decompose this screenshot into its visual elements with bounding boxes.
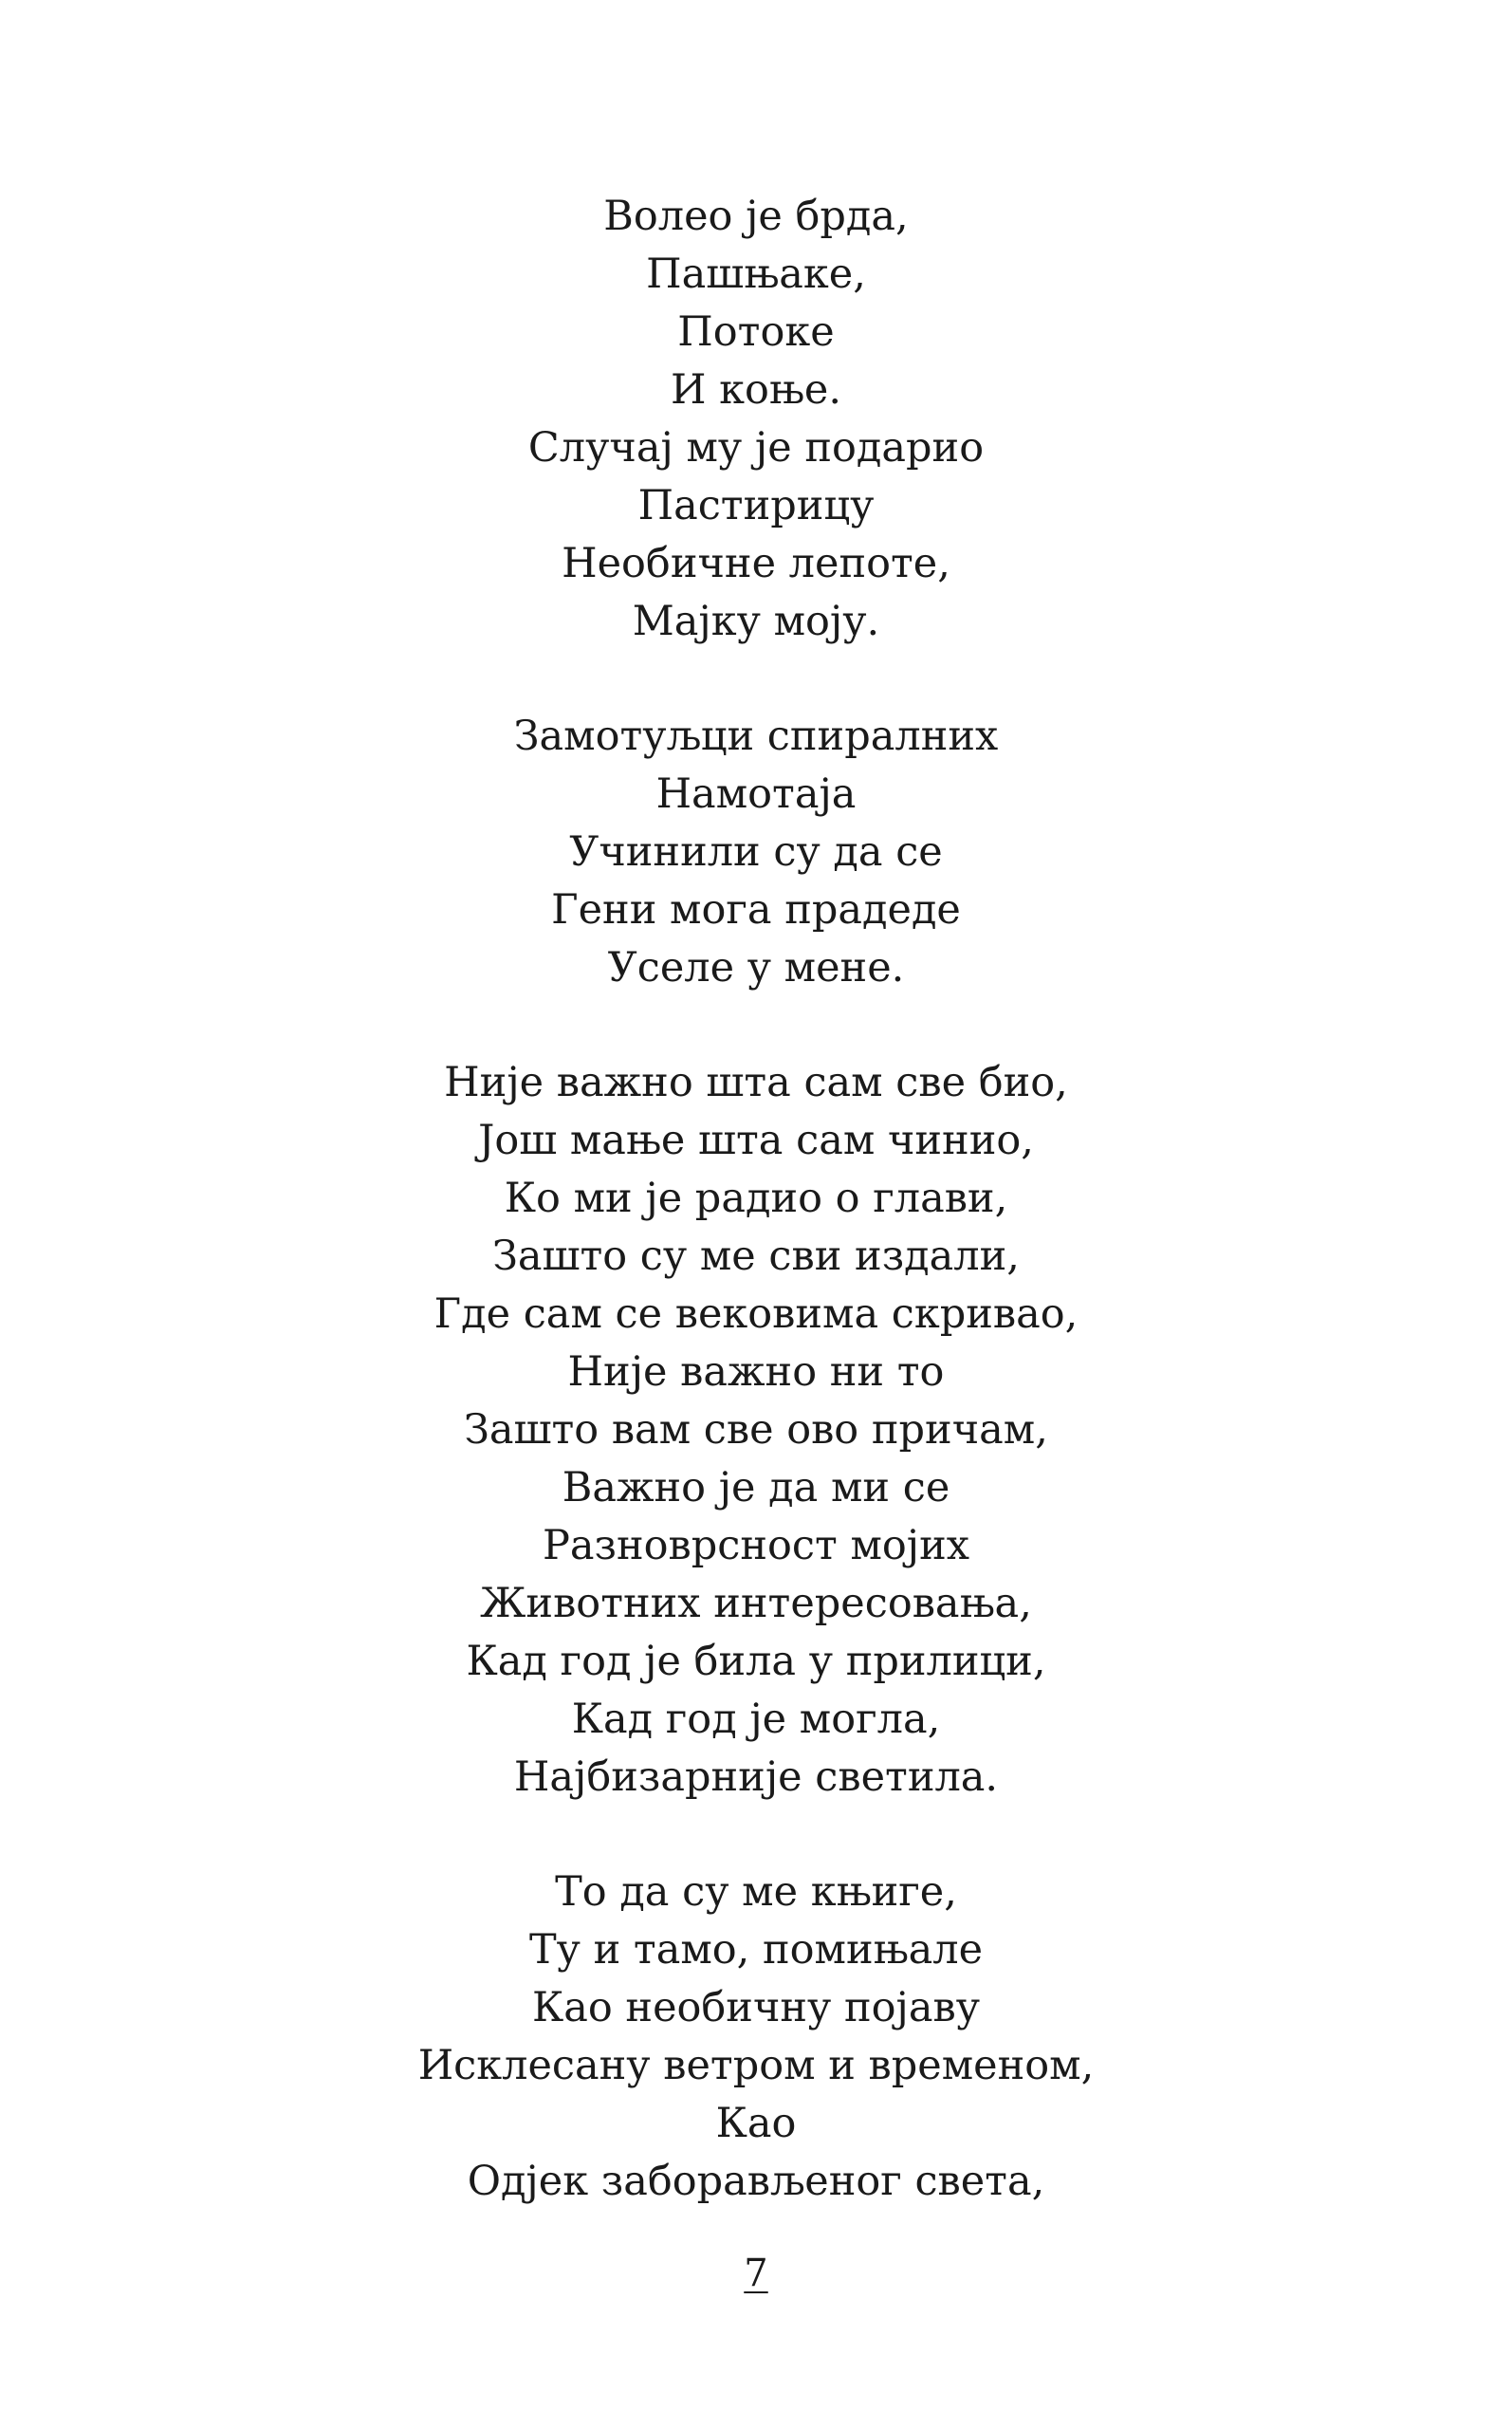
poem-line: Зашто вам све ово причам, — [464, 1406, 1048, 1454]
poem-line: Пастирицу — [637, 482, 875, 529]
poem-line: Као — [715, 2100, 797, 2147]
poem-line: Где сам се вековима скривао, — [433, 1290, 1079, 1338]
poem-line: Замотуљци спиралних — [513, 713, 999, 760]
poem-line: Није важно шта сам све био, — [444, 1059, 1068, 1106]
poem-line: То да су ме књиге, — [555, 1868, 957, 1916]
poem-line: Као необичну појаву — [531, 1984, 981, 2031]
poem — [0, 188, 1512, 2268]
stanza-2 — [0, 708, 1512, 997]
poem-line: Још мање шта сам чинио, — [478, 1117, 1034, 1164]
poem-line: Мајку моју. — [632, 598, 880, 645]
stanza-1 — [0, 188, 1512, 651]
poem-line: Необичне лепоте, — [562, 540, 950, 587]
poem-line: Намотаја — [655, 770, 857, 818]
page-number: 7 — [744, 2252, 768, 2295]
poem-line: Потоке — [677, 308, 835, 356]
poem-line: Учинили су да се — [569, 828, 943, 876]
poem-line: Ту и тамо, помињале — [528, 1926, 984, 1974]
poem-line: Гени мога прадеде — [551, 886, 961, 934]
stanza-4 — [0, 1863, 1512, 2211]
poem-line: И коње. — [670, 366, 842, 414]
poem-line: Најбизарније светила. — [513, 1753, 999, 1801]
poem-line: Зашто су ме сви издали, — [492, 1233, 1020, 1280]
poem-line: Волео је брда, — [603, 193, 909, 240]
poem-line: Ко ми је радио о глави, — [504, 1175, 1008, 1222]
poem-line: Случај му је подарио — [527, 424, 985, 472]
poem-line: Пашњаке, — [646, 250, 866, 298]
poem-line: Животних интересовања, — [480, 1580, 1032, 1627]
stanza-3 — [0, 1054, 1512, 1807]
poem-line: Кад год је била у прилици, — [466, 1638, 1046, 1685]
poem-line: Уселе у мене. — [607, 944, 905, 992]
poem-line: Није важно ни то — [567, 1348, 945, 1396]
poem-line: Важно је да ми се — [562, 1464, 950, 1511]
poem-line: Исклесану ветром и временом, — [417, 2042, 1095, 2089]
poem-line: Кад год је могла, — [571, 1696, 941, 1743]
poem-line: Одјек заборављеног света, — [467, 2158, 1045, 2205]
poem-line: Разноврсност мојих — [542, 1522, 970, 1569]
